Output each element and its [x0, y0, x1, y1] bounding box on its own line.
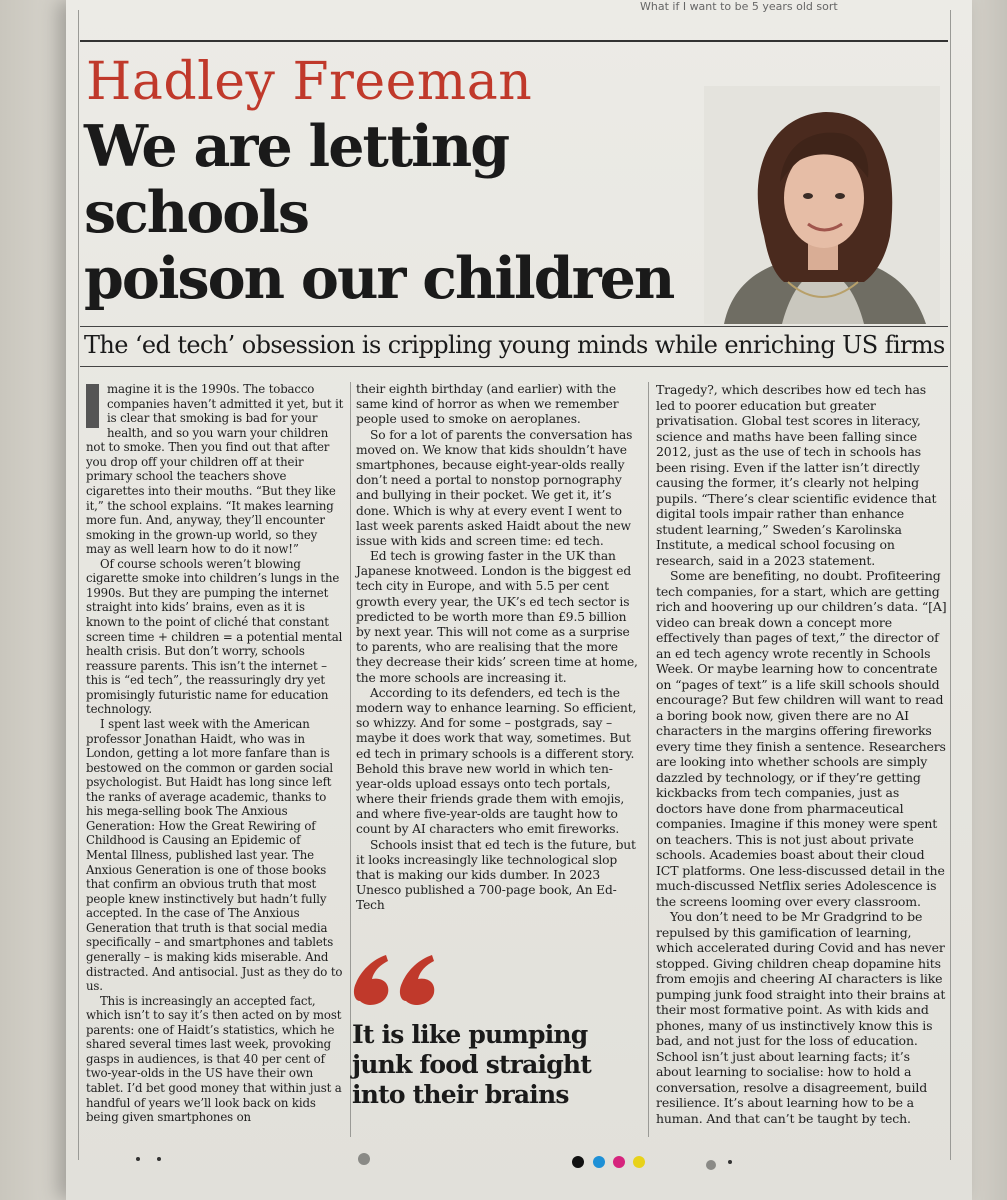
quote-mark-icon — [352, 945, 452, 1015]
headline-line-1: We are letting schools — [84, 113, 509, 246]
paragraph: their eighth birthday (and earlier) with the same kind of horror as when we remember people used to smoke on aeroplanes. — [356, 382, 619, 427]
author-portrait-image — [704, 86, 940, 324]
author-byline: Hadley Freeman — [86, 52, 533, 112]
paragraph: Tragedy?, which describes how ed tech has led to poorer education but greater privatisation. Global test scores in literacy, science and maths have been falling since 2012, just as the use of tech in schools has been rising. Even if the latter isn’t directly causing the former, it’s clearly not helping pupils. “There’s clear scientific evidence that digital tools impair rather than enhance student learning,” Sweden’s Karolinska Institute, a medical school focusing on research, said in a 2023 statement. — [656, 382, 937, 568]
headline-line-2: poison our children — [84, 245, 674, 312]
left-border-rule — [78, 10, 79, 1160]
column-divider — [648, 382, 649, 1137]
standfirst-bottom-rule — [80, 366, 948, 367]
headline — [84, 114, 724, 312]
registration-mark-magenta — [613, 1156, 625, 1168]
right-border-rule — [950, 10, 951, 1160]
registration-mark-yellow — [633, 1156, 645, 1168]
registration-mark-black — [572, 1156, 584, 1168]
open-quote-icon — [352, 945, 452, 1015]
paragraph: Some are benefiting, no doubt. Profiteering tech companies, for a start, which are getting rich and hoovering up our children’s data. “[A] video can break down a concept more effectively than pages of text,” the director of an ed tech agency wrote recently in Schools Week. Or maybe learning how to concentrate on “pages of text” is a life skill schools should encourage? But few children will want to read a boring book now, given there are no AI characters in the margins offering fireworks every time they finish a sentence. Researchers are looking into whether schools are simply dazzled by technology, or if they’re getting kickbacks from tech companies, just as doctors have done from pharmaceutical companies. Imagine if this money were spent on teachers. This is not just about private schools. Academies boast about their cloud ICT platforms. One less-discussed detail in the much-discussed Netflix series Adolescence is the screens looming over every classroom. — [656, 568, 947, 909]
standfirst: The ‘ed tech’ obsession is crippling young minds while enriching US firms — [84, 331, 945, 359]
top-rule — [80, 40, 948, 42]
pull-quote-line: It is like pumping — [352, 1020, 588, 1049]
print-dot — [157, 1157, 161, 1161]
paragraph: I spent last week with the American professor Jonathan Haidt, who was in London, getting a lot more fanfare than is bestowed on the common or garden social psychologist. But Haidt has long since left the ranks of average academic, thanks to his mega-selling book The Anxious Generation: How the Great Rewiring of Childhood is Causing an Epidemic of Mental Illness, published last year. The Anxious Generation is one of those books that confirm an obvious truth that most people knew instinctively but hadn’t fully accepted. In the case of The Anxious Generation that truth is that social media specifically – and smartphones and tablets generally – is making kids miserable. And distracted. And antisocial. Just as they do to us. — [86, 716, 343, 994]
column-divider — [350, 382, 351, 1137]
standfirst-top-rule — [80, 326, 948, 327]
top-page-fragment: What if I want to be 5 years old sort — [640, 0, 838, 13]
paragraph: Ed tech is growing faster in the UK than Japanese knotweed. London is the biggest ed tech city in Europe, and with 5.5 per cent growth every year, the UK’s ed tech sector is predicted to be worth more than £9.5 billion by next year. This will not come as a surprise to parents, who are realising that the more they decrease their kids’ screen time at home, the more schools are increasing it. — [356, 549, 638, 685]
pull-quote-line: into their brains — [352, 1080, 569, 1109]
print-dot-grey — [358, 1153, 370, 1165]
adjacent-page-left — [0, 0, 66, 1200]
paragraph: This is increasingly an accepted fact, which isn’t to say it’s then acted on by most parents: one of Haidt’s statistics, which he shared several times last week, provoking gasps in audiences, is that 40 per cent of two-year-olds in the US have their own tablet. I’d bet good money that within just a handful of years we’ll look back on kids being given smartphones on — [86, 993, 342, 1125]
print-dot-grey — [706, 1160, 716, 1170]
adjacent-page-right — [972, 0, 1007, 1200]
article-column-1 — [86, 382, 344, 1125]
print-dot — [136, 1157, 140, 1161]
paragraph: According to its defenders, ed tech is the modern way to enhance learning. So efficient, so whizzy. And for some – postgrads, say – maybe it does work that way, sometimes. But ed tech in primary schools is a different story. Behold this brave new world in which ten-year-olds upload essays onto tech portals, where their friends grade them with emojis, and where five-year-olds are taught how to count by AI characters who emit fireworks. — [356, 685, 637, 837]
pull-quote — [352, 1020, 642, 1110]
paragraph: You don’t need to be Mr Gradgrind to be repulsed by this gamification of learning, which accelerated during Covid and has never stopped. Giving children cheap dopamine hits from emojis and cheering AI characters is like pumping junk food straight into their brains at their most formative point. As with kids and phones, many of us instinctively know this is bad, and not just for the loss of education. School isn’t just about learning facts; it’s about learning to socialise: how to hold a conversation, resolve a disagreement, build resilience. It’s about learning how to be a human. And that can’t be taught by tech. — [656, 909, 946, 1126]
registration-mark-cyan — [593, 1156, 605, 1168]
paragraph: Of course schools weren’t blowing cigarette smoke into children’s lungs in the 1990s. But they are pumping the internet straight into kids’ brains, even as it is known to the point of cliché that constant screen time + children = a potential mental health crisis. But don’t worry, schools reassure parents. This isn’t the internet – this is “ed tech”, the reassuringly dry yet promisingly futuristic name for education technology. — [86, 556, 343, 717]
pull-quote-line: junk food straight — [352, 1050, 592, 1079]
drop-cap-i — [86, 384, 99, 428]
paragraph: magine it is the 1990s. The tobacco companies haven’t admitted it yet, but it is clear that smoking is bad for your health, and so you warn your children not to smoke. Then you find out that after you drop off your children off at their primary school the teachers shove cigarettes into their mouths. “But they like it,” the school explains. “It makes learning more fun. And, anyway, they’ll encounter smoking in the grown-up world, so they may as well learn how to do it now!” — [86, 382, 344, 557]
author-photo — [704, 86, 940, 324]
paragraph: Schools insist that ed tech is the future, but it looks increasingly like technological slop that is making our kids dumber. In 2023 Unesco published a 700-page book, An Ed-Tech — [356, 837, 636, 913]
article-column-3 — [656, 382, 948, 1126]
print-dot — [728, 1160, 732, 1164]
paragraph: So for a lot of parents the conversation has moved on. We know that kids shouldn’t have smartphones, because eight-year-olds really don’t need a portal to nonstop pornography and bullying in their pocket. We get it, it’s done. Which is why at every event I went to last week parents asked Haidt about the new issue with kids and screen time: ed tech. — [356, 427, 633, 548]
article-column-2 — [356, 382, 642, 914]
